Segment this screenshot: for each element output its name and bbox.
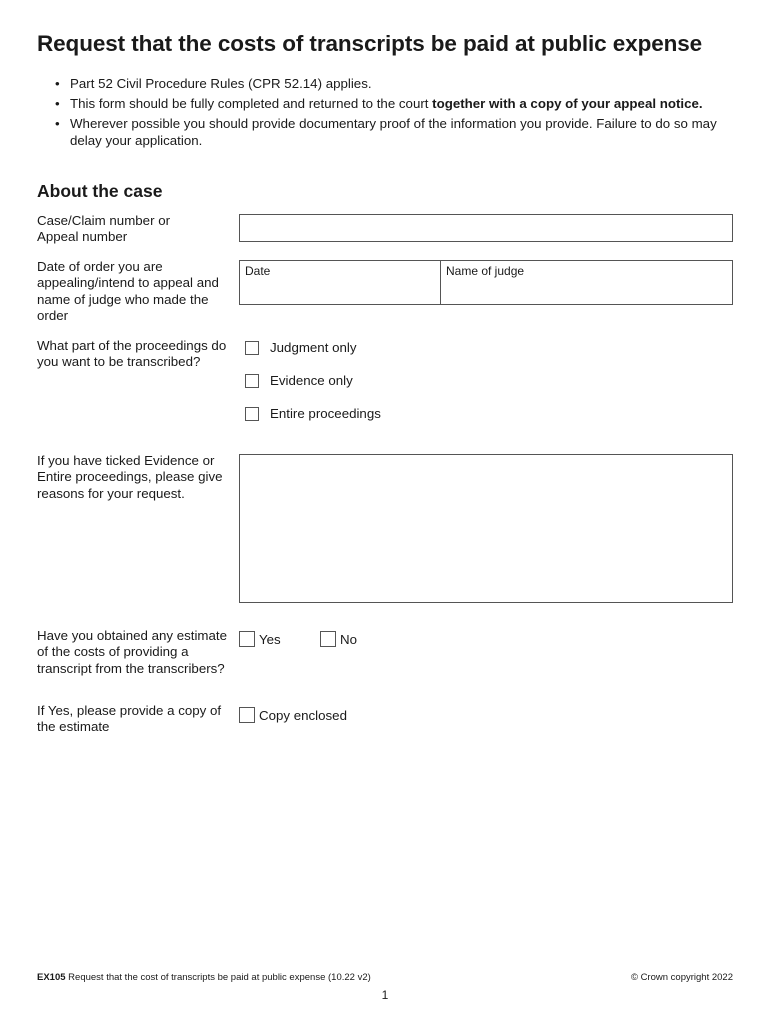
judge-name-field-label: Name of judge: [446, 264, 525, 278]
footer-copyright: © Crown copyright 2022: [630, 972, 733, 983]
order-label: Date of order you are appealing/intend to appeal and name of judge who made the order: [37, 259, 219, 323]
checkbox-box[interactable]: [245, 341, 259, 355]
copy-estimate-label: If Yes, please provide a copy of the estimate: [37, 703, 222, 735]
checkbox-box[interactable]: [245, 374, 259, 388]
checkbox-box[interactable]: [245, 407, 259, 421]
proceedings-label: What part of the proceedings do you want to be transcribed?: [37, 338, 227, 370]
checkbox-judgment-only[interactable]: Judgment only: [245, 340, 356, 355]
case-number-input[interactable]: [239, 214, 733, 242]
checkbox-evidence-only[interactable]: Evidence only: [245, 373, 353, 388]
instruction-list: [55, 75, 745, 152]
case-number-label: Case/Claim number or Appeal number: [37, 213, 171, 245]
checkbox-box[interactable]: [239, 707, 255, 723]
page-number: 1: [381, 988, 389, 1002]
reasons-label: If you have ticked Evidence or Entire proceedings, please give reasons for your request.: [37, 453, 223, 501]
checkbox-entire-proceedings[interactable]: Entire proceedings: [245, 406, 381, 421]
checkbox-box[interactable]: [320, 631, 336, 647]
checkbox-yes[interactable]: Yes: [239, 631, 281, 647]
instruction-item: • This form should be fully completed and returned to the court together with a copy of your appeal notice.: [55, 95, 745, 112]
footer-form-reference: EX105 Request that the cost of transcripts be paid at public expense (10.22 v2): [37, 972, 371, 983]
checkbox-box[interactable]: [239, 631, 255, 647]
checkbox-no[interactable]: No: [320, 631, 357, 647]
instruction-item: • Wherever possible you should provide documentary proof of the information you provide. Failure to do so may delay your application.: [55, 115, 745, 149]
date-field-label: Date: [245, 264, 271, 278]
date-field[interactable]: [239, 260, 441, 305]
form-title: Request that the costs of transcripts be paid at public expense: [37, 31, 703, 56]
section-heading-about-case: About the case: [37, 181, 163, 201]
checkbox-copy-enclosed[interactable]: Copy enclosed: [239, 707, 347, 723]
instruction-item: • Part 52 Civil Procedure Rules (CPR 52.14) applies.: [55, 75, 745, 92]
estimate-label: Have you obtained any estimate of the costs of providing a transcript from the transcribers?: [37, 628, 227, 676]
judge-name-field[interactable]: [440, 260, 733, 305]
reasons-textarea[interactable]: [239, 454, 733, 603]
